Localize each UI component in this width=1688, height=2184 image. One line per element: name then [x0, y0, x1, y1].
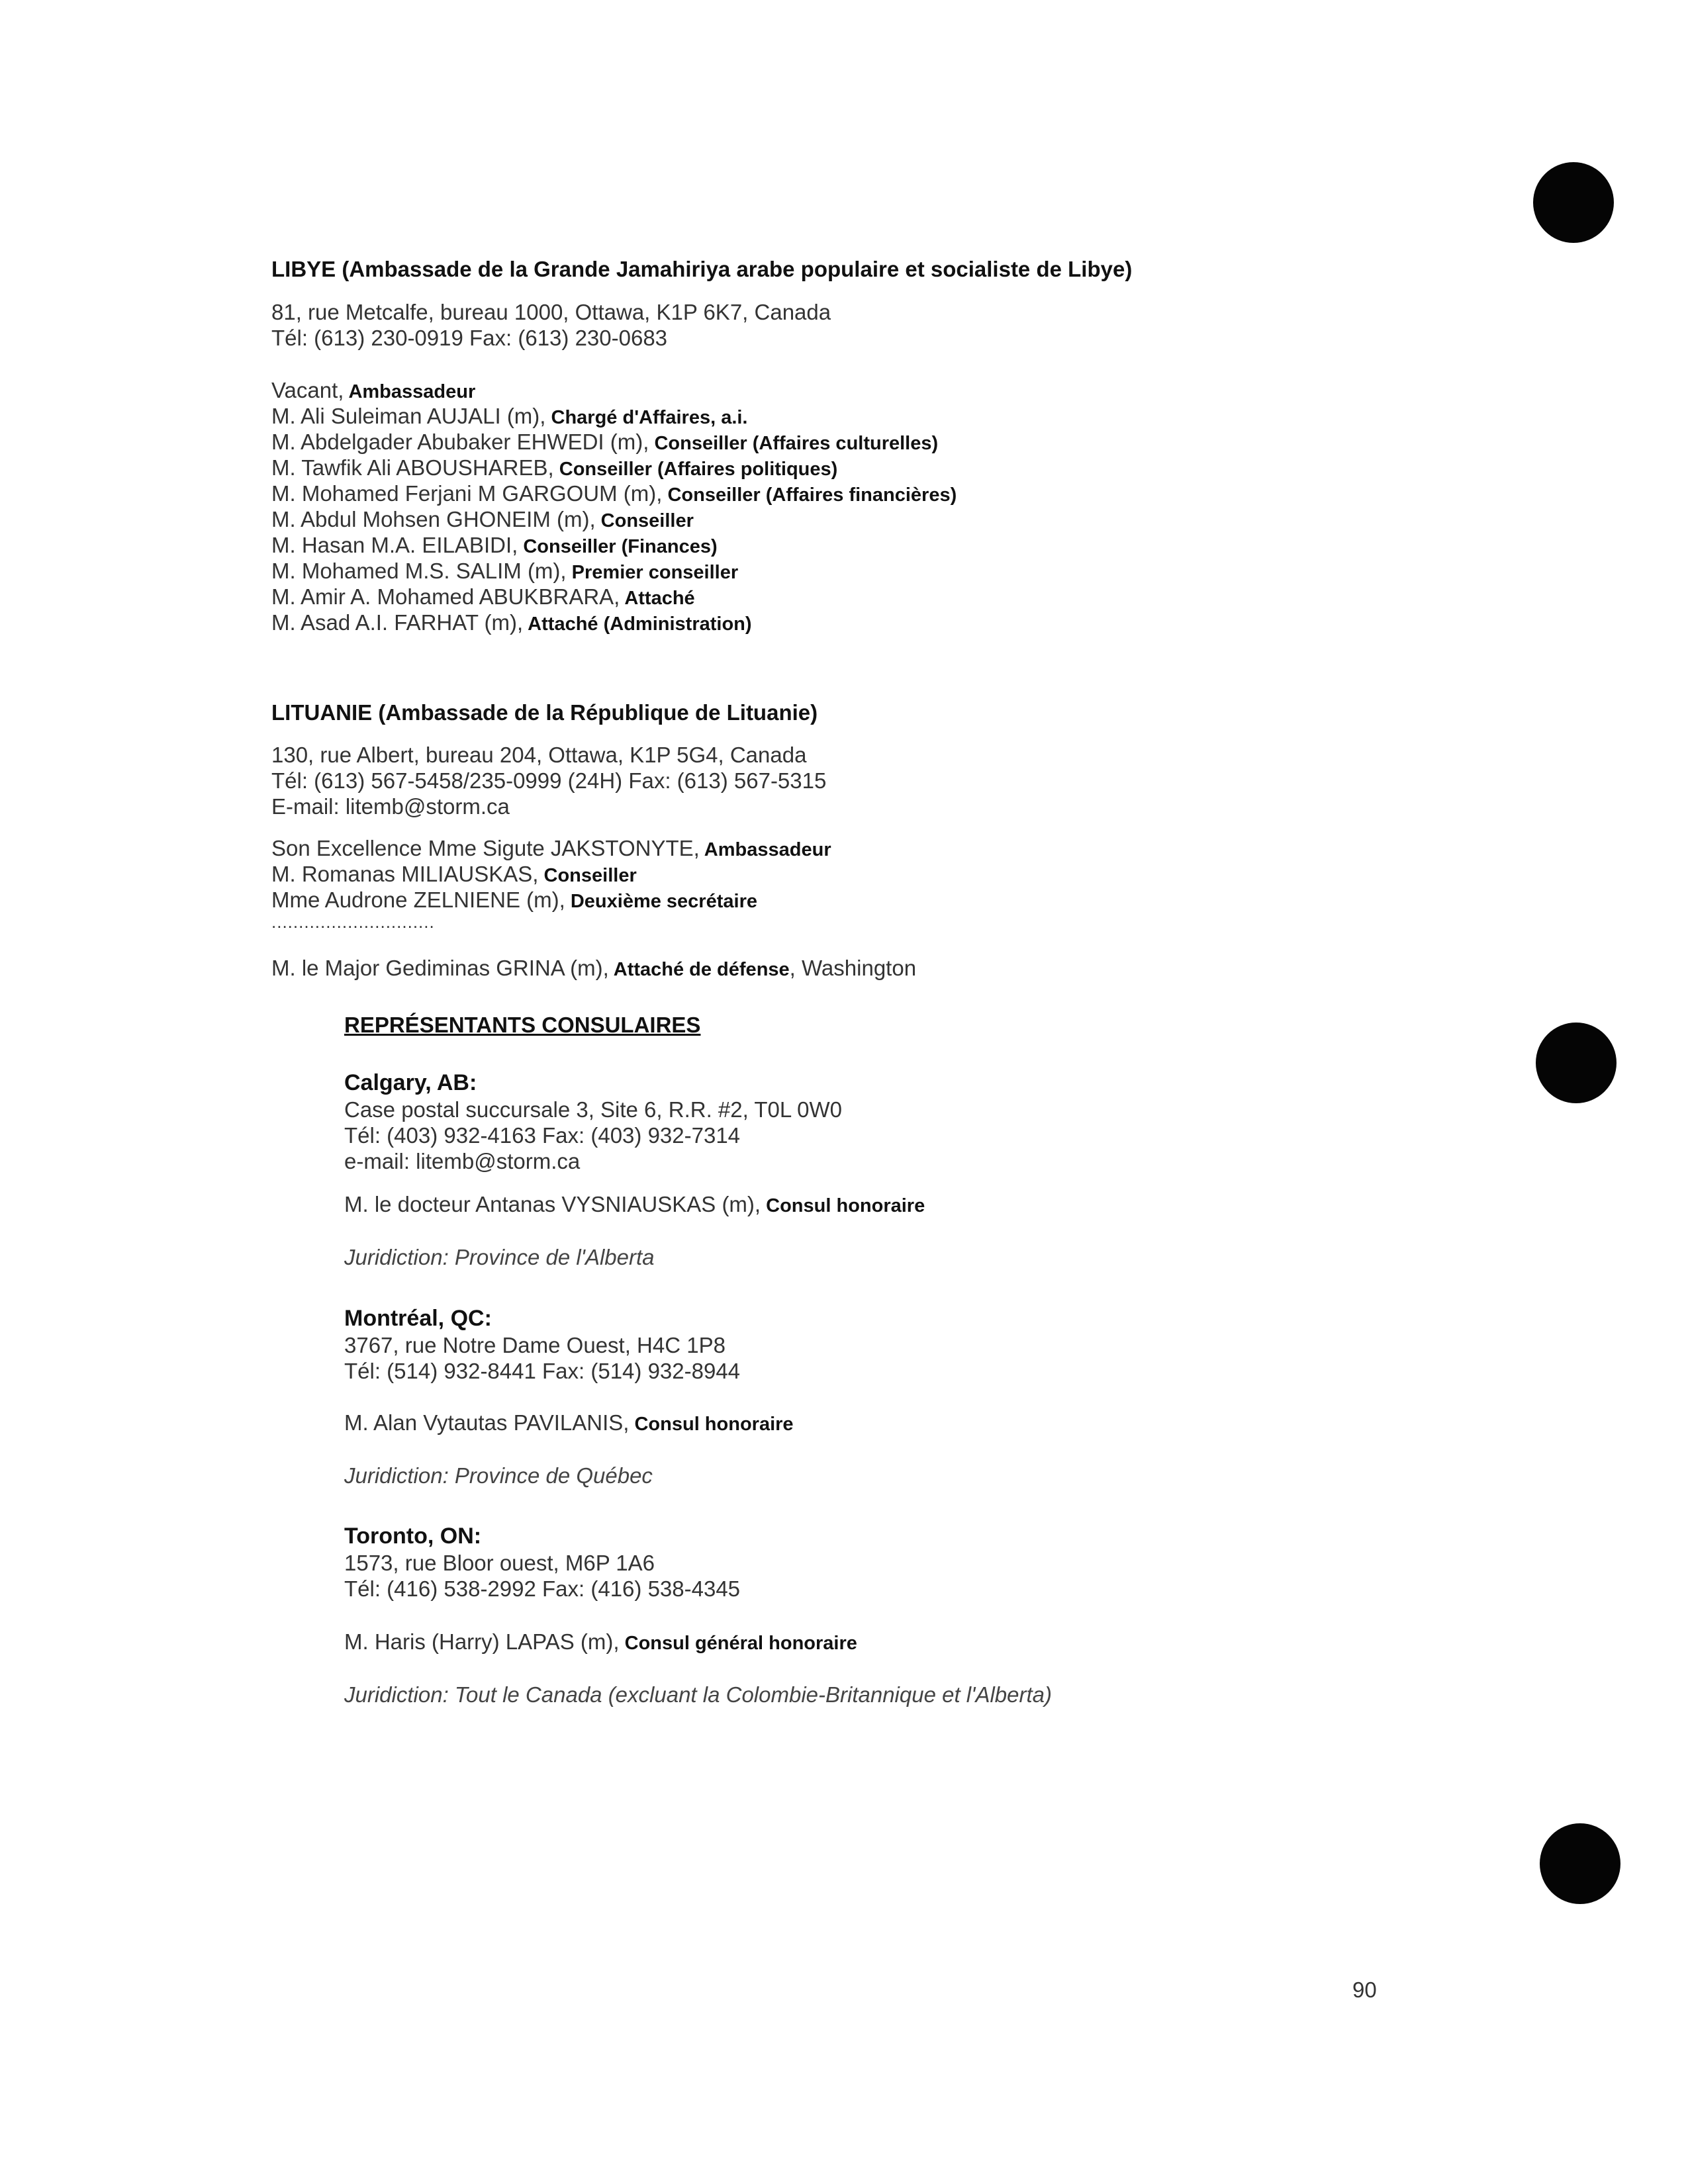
staff-title: Deuxième secrétaire [565, 891, 757, 912]
page-number: 90 [1352, 1978, 1377, 2002]
consulate-city: Toronto, ON: [344, 1524, 482, 1549]
staff-title: Conseiller [595, 510, 694, 531]
staff-name: M. Mohamed Ferjani M GARGOUM (m), [271, 481, 663, 506]
staff-name: M. le Major Gediminas GRINA (m), [271, 956, 609, 980]
separator-dots: .............................. [271, 912, 435, 932]
consulate-city: Calgary, AB: [344, 1070, 477, 1095]
defense-attache-row [271, 956, 916, 981]
staff-name: M. Ali Suleiman AUJALI (m), [271, 404, 546, 428]
staff-row [271, 559, 738, 584]
libye-heading: LIBYE (Ambassade de la Grande Jamahiriya arabe populaire et socialiste de Libye) [271, 257, 1133, 281]
binder-hole [1533, 162, 1614, 243]
staff-row [271, 887, 757, 913]
lituanie-email: E-mail: litemb@storm.ca [271, 794, 510, 819]
staff-title: Conseiller (Affaires financières) [662, 484, 957, 506]
consulate-phone: Tél: (514) 932-8441 Fax: (514) 932-8944 [344, 1359, 741, 1383]
staff-title: Attaché [620, 588, 695, 609]
libye-address: 81, rue Metcalfe, bureau 1000, Ottawa, K1P 6K7, Canada [271, 300, 831, 324]
lituanie-heading: LITUANIE (Ambassade de la République de Lituanie) [271, 700, 818, 725]
consulate-email: e-mail: litemb@storm.ca [344, 1149, 581, 1173]
consular-heading: REPRÉSENTANTS CONSULAIRES [344, 1013, 701, 1037]
staff-title: Attaché (Administration) [523, 614, 752, 635]
jurisdiction: Juridiction: Province de l'Alberta [344, 1245, 655, 1269]
jurisdiction: Juridiction: Tout le Canada (excluant la Colombie-Britannique et l'Alberta) [344, 1682, 1052, 1707]
staff-title: Conseiller [538, 865, 637, 886]
consulate-address: 1573, rue Bloor ouest, M6P 1A6 [344, 1551, 655, 1575]
staff-name: M. Hasan M.A. EILABIDI, [271, 533, 518, 557]
consul-title: Consul général honoraire [619, 1633, 857, 1654]
consulate-phone: Tél: (416) 538-2992 Fax: (416) 538-4345 [344, 1576, 741, 1601]
staff-title: Premier conseiller [566, 562, 739, 583]
staff-title: Conseiller (Affaires politiques) [553, 459, 838, 480]
staff-row [271, 584, 695, 610]
libye-phone: Tél: (613) 230-0919 Fax: (613) 230-0683 [271, 326, 668, 350]
staff-row [271, 481, 957, 506]
staff-name: M. Abdul Mohsen GHONEIM (m), [271, 507, 596, 531]
consul-name: M. Haris (Harry) LAPAS (m), [344, 1629, 620, 1654]
consulate-phone: Tél: (403) 932-4163 Fax: (403) 932-7314 [344, 1123, 741, 1148]
staff-title: Conseiller (Finances) [518, 536, 718, 557]
staff-name: M. Amir A. Mohamed ABUKBRARA, [271, 584, 620, 609]
staff-name: M. Tawfik Ali ABOUSHAREB, [271, 455, 554, 480]
staff-row [271, 533, 718, 558]
staff-name: Vacant, [271, 378, 344, 402]
jurisdiction: Juridiction: Province de Québec [344, 1463, 653, 1488]
staff-location: , Washington [789, 956, 917, 980]
staff-title: Chargé d'Affaires, a.i. [545, 407, 748, 428]
staff-name: M. Asad A.I. FARHAT (m), [271, 610, 524, 635]
lituanie-phone: Tél: (613) 567-5458/235-0999 (24H) Fax: (613) 567-5315 [271, 768, 827, 793]
consul-row [344, 1629, 857, 1655]
consulate-address: Case postal succursale 3, Site 6, R.R. #2, T0L 0W0 [344, 1097, 843, 1122]
staff-row [271, 507, 694, 532]
staff-name: M. Romanas MILIAUSKAS, [271, 862, 539, 886]
consulate-city: Montréal, QC: [344, 1306, 492, 1331]
consul-title: Consul honoraire [761, 1195, 925, 1216]
staff-title: Ambassadeur [344, 381, 476, 402]
staff-name: Son Excellence Mme Sigute JAKSTONYTE, [271, 836, 700, 860]
lituanie-address: 130, rue Albert, bureau 204, Ottawa, K1P 5G4, Canada [271, 743, 807, 767]
consul-name: M. Alan Vytautas PAVILANIS, [344, 1410, 630, 1435]
consul-row [344, 1410, 794, 1435]
binder-hole [1540, 1823, 1620, 1904]
binder-hole [1536, 1023, 1617, 1103]
staff-name: Mme Audrone ZELNIENE (m), [271, 887, 565, 912]
staff-title: Conseiller (Affaires culturelles) [649, 433, 939, 454]
staff-title: Attaché de défense [608, 959, 790, 980]
consul-name: M. le docteur Antanas VYSNIAUSKAS (m), [344, 1192, 761, 1216]
staff-row [271, 455, 837, 480]
consulate-address: 3767, rue Notre Dame Ouest, H4C 1P8 [344, 1333, 726, 1357]
staff-title: Ambassadeur [699, 839, 831, 860]
staff-name: M. Abdelgader Abubaker EHWEDI (m), [271, 430, 649, 454]
staff-row [271, 404, 748, 429]
consul-row [344, 1192, 925, 1217]
staff-row [271, 836, 831, 861]
staff-name: M. Mohamed M.S. SALIM (m), [271, 559, 567, 583]
consul-title: Consul honoraire [629, 1414, 794, 1435]
staff-row [271, 378, 475, 403]
staff-row [271, 610, 752, 635]
staff-row [271, 430, 938, 455]
staff-row [271, 862, 637, 887]
